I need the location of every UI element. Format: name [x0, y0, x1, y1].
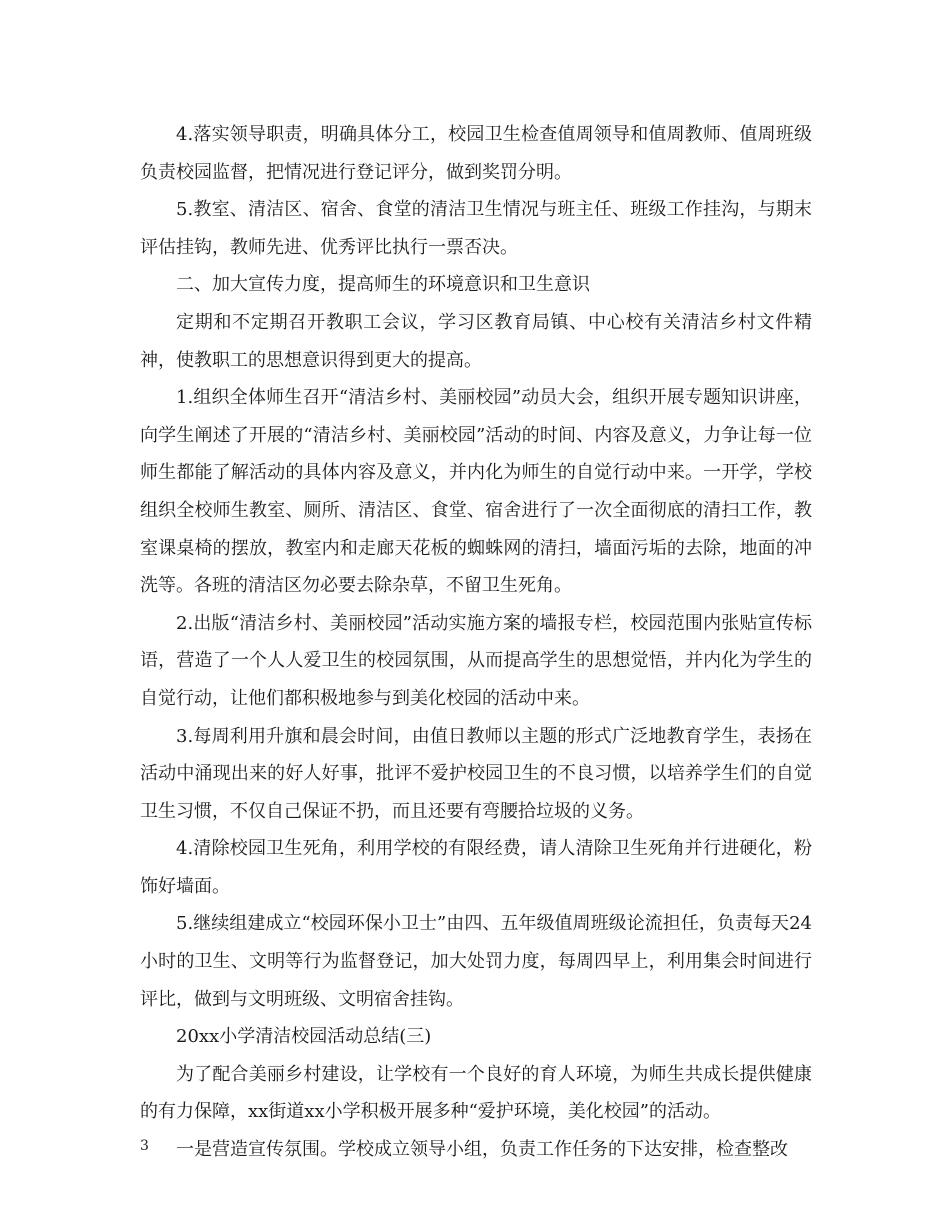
section-heading: 20xx小学清洁校园活动总结(三) [176, 1026, 432, 1048]
document-body [140, 116, 812, 1169]
paragraph: 4.清除校园卫生死角，利用学校的有限经费，请人清除卫生死角并行进硬化，粉饰好墙面。 [140, 838, 812, 897]
paragraph: 为了配合美丽乡村建设，让学校有一个良好的育人环境，为师生共成长提供健康的有力保障，xx街道xx小学积极开展多种“爱护环境，美化校园”的活动。 [140, 1063, 812, 1123]
paragraph: 一是营造宣传氛围。学校成立领导小组，负责工作任务的下达安排，检查整改 [176, 1139, 788, 1161]
section-heading: 二、加大宣传力度，提高师生的环境意识和卫生意识 [176, 274, 590, 296]
paragraph: 定期和不定期召开教职工会议，学习区教育局镇、中心校有关清洁乡村文件精神，使教职工的思想意识得到更大的提高。 [140, 311, 812, 371]
paragraph: 5.继续组建成立“校园环保小卫士”由四、五年级值周班级论流担任，负责每天24小时的卫生、文明等行为监督登记，加大处罚力度，每周四早上，利用集会时间进行评比，做到与文明班级、文明宿舍挂钩。 [140, 913, 812, 1010]
paragraph: 1.组织全体师生召开“清洁乡村、美丽校园”动员大会，组织开展专题知识讲座，向学生阐述了开展的“清洁乡村、美丽校园”活动的时间、内容及意义，力争让每一位师生都能了解活动的具体内容及意义，并内化为师生的自觉行动中来。一开学，学校组织全校师生教室、厕所、清洁区、食堂、宿舍进行了一次全面彻底的清扫工作，教室课桌椅的摆放，教室内和走廊天花板的蜘蛛网的清扫，墙面污垢的去除，地面的冲洗等。各班的清洁区勿必要去除杂草，不留卫生死角。 [140, 387, 812, 597]
paragraph: 5.教室、清洁区、宿舍、食堂的清洁卫生情况与班主任、班级工作挂沟，与期末评估挂钩，教师先进、优秀评比执行一票否决。 [140, 199, 812, 258]
paragraph: 3.每周利用升旗和晨会时间，由值日教师以主题的形式广泛地教育学生，表扬在活动中涌现出来的好人好事，批评不爱护校园卫生的不良习惯，以培养学生们的自觉卫生习惯，不仅自己保证不扔，而且还要有弯腰拾垃圾的义务。 [140, 725, 812, 822]
paragraph: 4.落实领导职责，明确具体分工，校园卫生检查值周领导和值周教师、值周班级负责校园监督，把情况进行登记评分，做到奖罚分明。 [140, 124, 812, 183]
paragraph: 2.出版“清洁乡村、美丽校园”活动实施方案的墙报专栏，校园范围内张贴宣传标语，营造了一个人人爱卫生的校园氛围，从而提高学生的思想觉悟，并内化为学生的自觉行动，让他们都积极地参与到美化校园的活动中来。 [140, 612, 812, 709]
page-number: 3 [140, 1138, 149, 1154]
